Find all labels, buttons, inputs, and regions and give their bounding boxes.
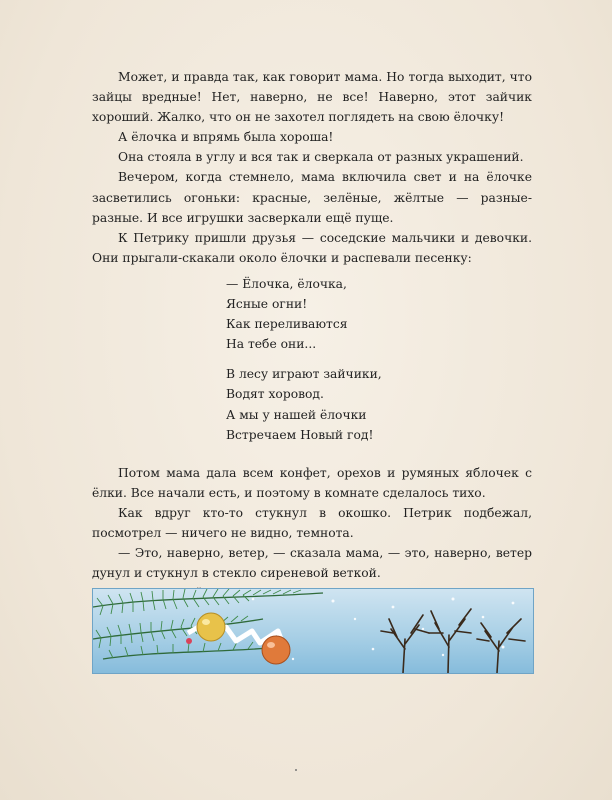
story-text [92, 67, 532, 644]
bare-bushes [381, 609, 525, 673]
poem-line: Встречаем Новый год! [226, 427, 374, 442]
poem-line: А мы у нашей ёлочки [226, 407, 367, 422]
illustration-svg [93, 589, 533, 673]
poem-line: Ясные огни! [226, 297, 308, 312]
paragraph: Может, и правда так, как говорит мама. Но тогда выходит, что зайцы вредные! Нет, наверно, не все! Наверно, этот зайчик хороший. Жалко, что он не захотел поглядеть на свою ёлочку! [92, 70, 532, 125]
yellow-ornament [197, 613, 225, 641]
poem-line: Как переливаются [226, 317, 348, 332]
poem-line: На тебе они... [226, 337, 317, 352]
snowflakes [252, 598, 515, 661]
ornament-highlight [267, 642, 275, 648]
poem-stanza-2 [226, 364, 532, 444]
paragraph: Она стояла в углу и вся так и сверкала от разных украшений. [118, 150, 524, 165]
red-bead [186, 638, 192, 644]
paragraph: Вечером, когда стемнело, мама включила свет и на ёлочке засветились огоньки: красные, зелёные, жёлтые — разные-разные. И все игрушки засверкали ещё пуще. [92, 170, 532, 225]
page-speck [295, 769, 297, 771]
paragraph: К Петрику пришли друзья — соседские мальчики и девочки. Они прыгали-скакали около ёлочки и распевали песенку: [92, 230, 532, 265]
ornament-highlight [202, 619, 210, 625]
song-poem [226, 274, 532, 445]
paragraph: Как вдруг кто-то стукнул в окошко. Петрик подбежал, посмотрел — ничего не видно, темнота. [92, 505, 532, 540]
paragraph: А ёлочка и впрямь была хороша! [118, 130, 334, 145]
poem-line: В лесу играют зайчики, [226, 367, 382, 382]
winter-illustration [92, 588, 534, 674]
poem-line: — Ёлочка, ёлочка, [226, 276, 347, 291]
poem-stanza-1 [226, 274, 532, 354]
orange-ornament [262, 636, 290, 664]
poem-line: Водят хоровод. [226, 387, 324, 402]
paragraph: Потом мама дала всем конфет, орехов и румяных яблочек с ёлки. Все начали есть, и поэтому в комнате сделалось тихо. [92, 465, 532, 500]
paragraph: — Это, наверно, ветер, — сказала мама, — это, наверно, ветер дунул и стукнул в стекло сиреневой веткой. [92, 546, 532, 581]
